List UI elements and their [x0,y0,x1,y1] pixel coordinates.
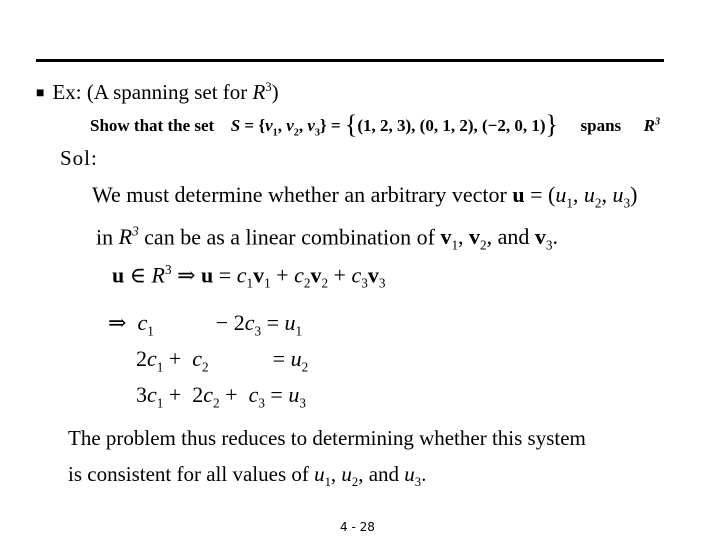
set-vectors: (1, 2, 3), (0, 1, 2), (−2, 0, 1) [357,116,546,135]
show-statement [90,108,660,138]
arbitrary-vector: $u = (u_1$, $u_2$, $u_3$) [512,182,638,211]
system-equation-3: $3c_1 + 2c_2 + c_3 = u_3$ [136,382,306,411]
example-title-exp: 3 [265,80,272,94]
paragraph-2-prefix: in [96,224,114,250]
paragraph-1-text: We must determine whether an arbitrary vector [92,182,507,207]
close-brace: } [545,110,558,139]
implication-equation: u ∈ $R^3$ ⇒ $u = c_1v_1 + c_2v_2 + c_3v_3$ [112,262,386,291]
conclusion-line-1: The problem thus reduces to determining whether this system [68,426,586,450]
conclusion-line-2-vars: $u_1$, $u_2$, and $u_3$. [314,462,427,490]
solution-label: Sol: [60,146,98,170]
system-equation-1: ⇒ $c_1 - 2c_3 = u_1$ [108,310,303,339]
open-brace: { [344,110,358,139]
top-rule [36,59,664,62]
show-text: Show that the set [90,116,215,135]
paragraph-2-R: $R^3$ [118,224,139,250]
paragraph-1 [92,182,637,211]
set-S: S [230,116,241,135]
paragraph-2 [96,224,558,254]
conclusion-line-2 [68,462,426,490]
paragraph-2-mid: can be as a linear combination of [144,224,435,250]
page-number: 4 - 28 [340,520,375,534]
spans-R: $R^3$ [643,116,661,135]
bullet-square-icon: ■ [36,86,45,101]
example-title-suffix: ) [271,80,279,104]
system-equation-2: $2c_1 + c_2 = u_2$ [136,346,309,375]
example-title-prefix: Ex: (A spanning set for [52,80,253,104]
paragraph-2-vecs: $v_1$, $v_2$, and $v_3$. [440,224,558,253]
set-definition: = {$v_1$, $v_2$, $v_3$} = [244,116,341,139]
conclusion-line-2-prefix: is consistent for all values of [68,462,309,486]
example-title-R: R [252,80,266,104]
example-title [36,80,279,105]
spans-text: spans [580,116,622,135]
